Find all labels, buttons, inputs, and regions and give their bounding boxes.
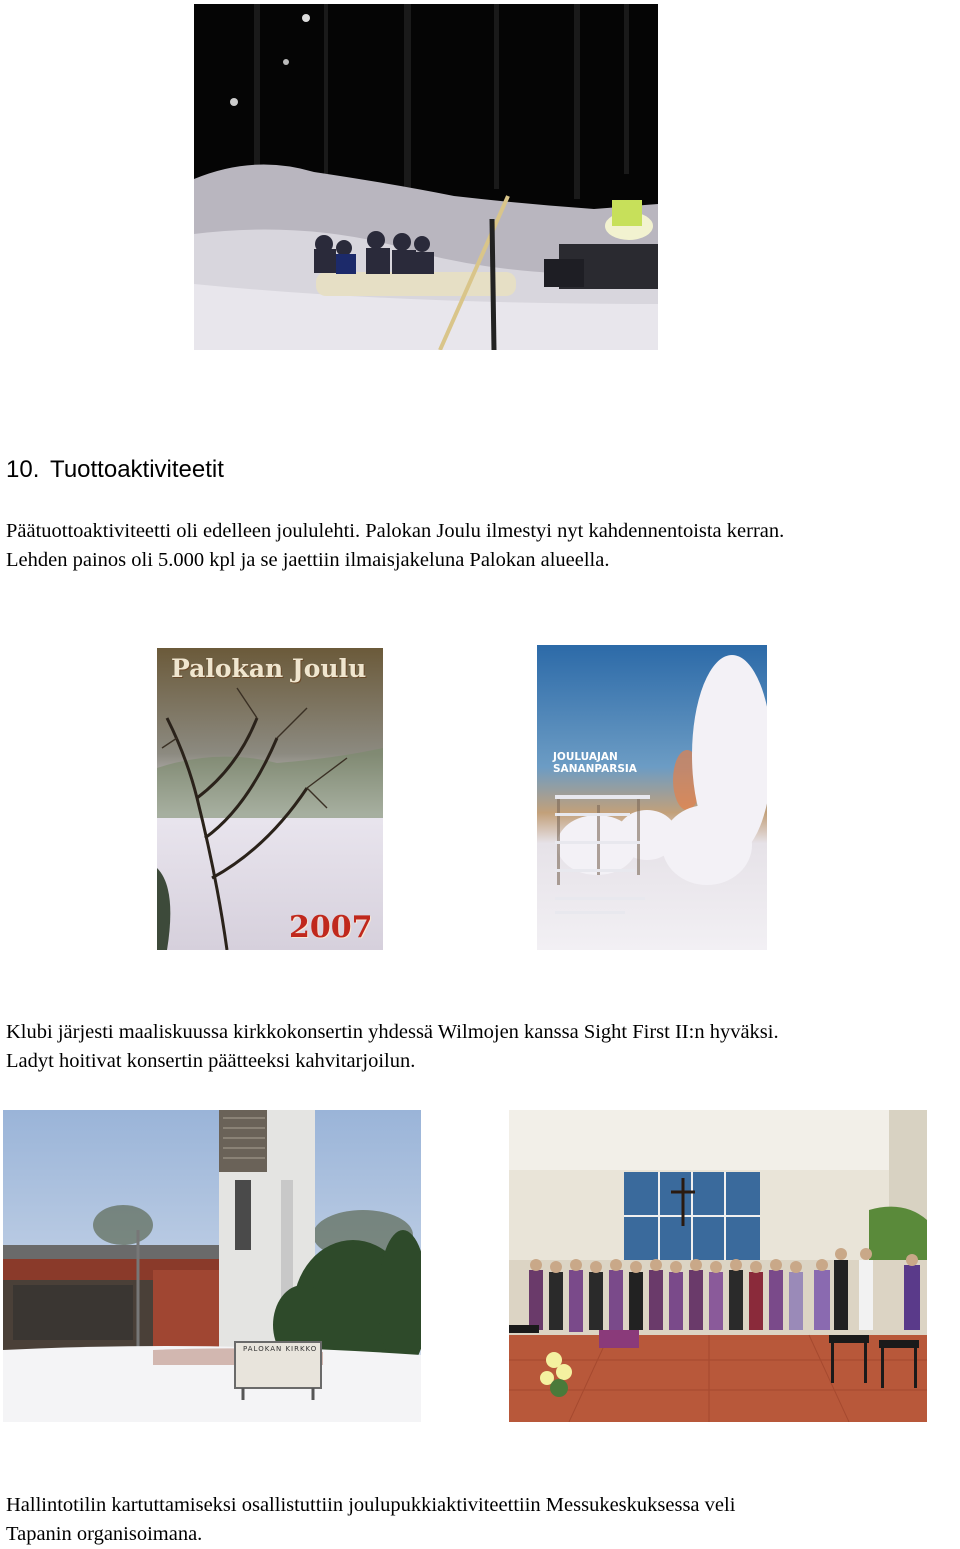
- paragraph-line: Päätuottoaktiviteetti oli edelleen joululehti. Palokan Joulu ilmestyi nyt kahdennentoista kerran.: [6, 520, 785, 542]
- cover-year: 2007: [289, 910, 373, 945]
- paragraph-line: Klubi järjesti maaliskuussa kirkkokonsertin yhdessä Wilmojen kanssa Sight First II:n hyväksi.: [6, 1021, 779, 1043]
- paragraph-kirkkokonsertti: [6, 1018, 779, 1076]
- section-title: Tuottoaktiviteetit: [50, 456, 224, 483]
- paragraph-line: Hallintotilin kartuttamiseksi osallistuttiin joulupukkiaktiviteettiin Messukeskuksessa veli: [6, 1494, 736, 1516]
- photo-church-concert-choir: [509, 1110, 927, 1422]
- paragraph-joululehti: [6, 517, 784, 575]
- cover-heading-line: SANANPARSIA: [553, 763, 637, 775]
- paragraph-line: Ladyt hoitivat konsertin päätteeksi kahvitarjoilun.: [6, 1050, 416, 1072]
- paragraph-joulupukkiaktiviteetti: [6, 1491, 735, 1549]
- magazine-cover-palokan-joulu: [157, 648, 383, 950]
- paragraph-line: Tapanin organisoimana.: [6, 1523, 203, 1545]
- magazine-cover-jouluajan-sananparsia: [537, 645, 767, 950]
- photo-church-exterior: [3, 1110, 421, 1422]
- photo-snowmobile-night: [194, 4, 658, 350]
- cover-heading-line: JOULUAJAN: [553, 751, 618, 763]
- church-sign-text: PALOKAN KIRKKO: [243, 1345, 318, 1353]
- cover-heading: [553, 751, 637, 775]
- cover-title: Palokan Joulu: [171, 654, 367, 683]
- section-number: 10.: [6, 456, 40, 483]
- section-heading: [6, 456, 224, 484]
- paragraph-line: Lehden painos oli 5.000 kpl ja se jaettiin ilmaisjakeluna Palokan alueella.: [6, 549, 610, 571]
